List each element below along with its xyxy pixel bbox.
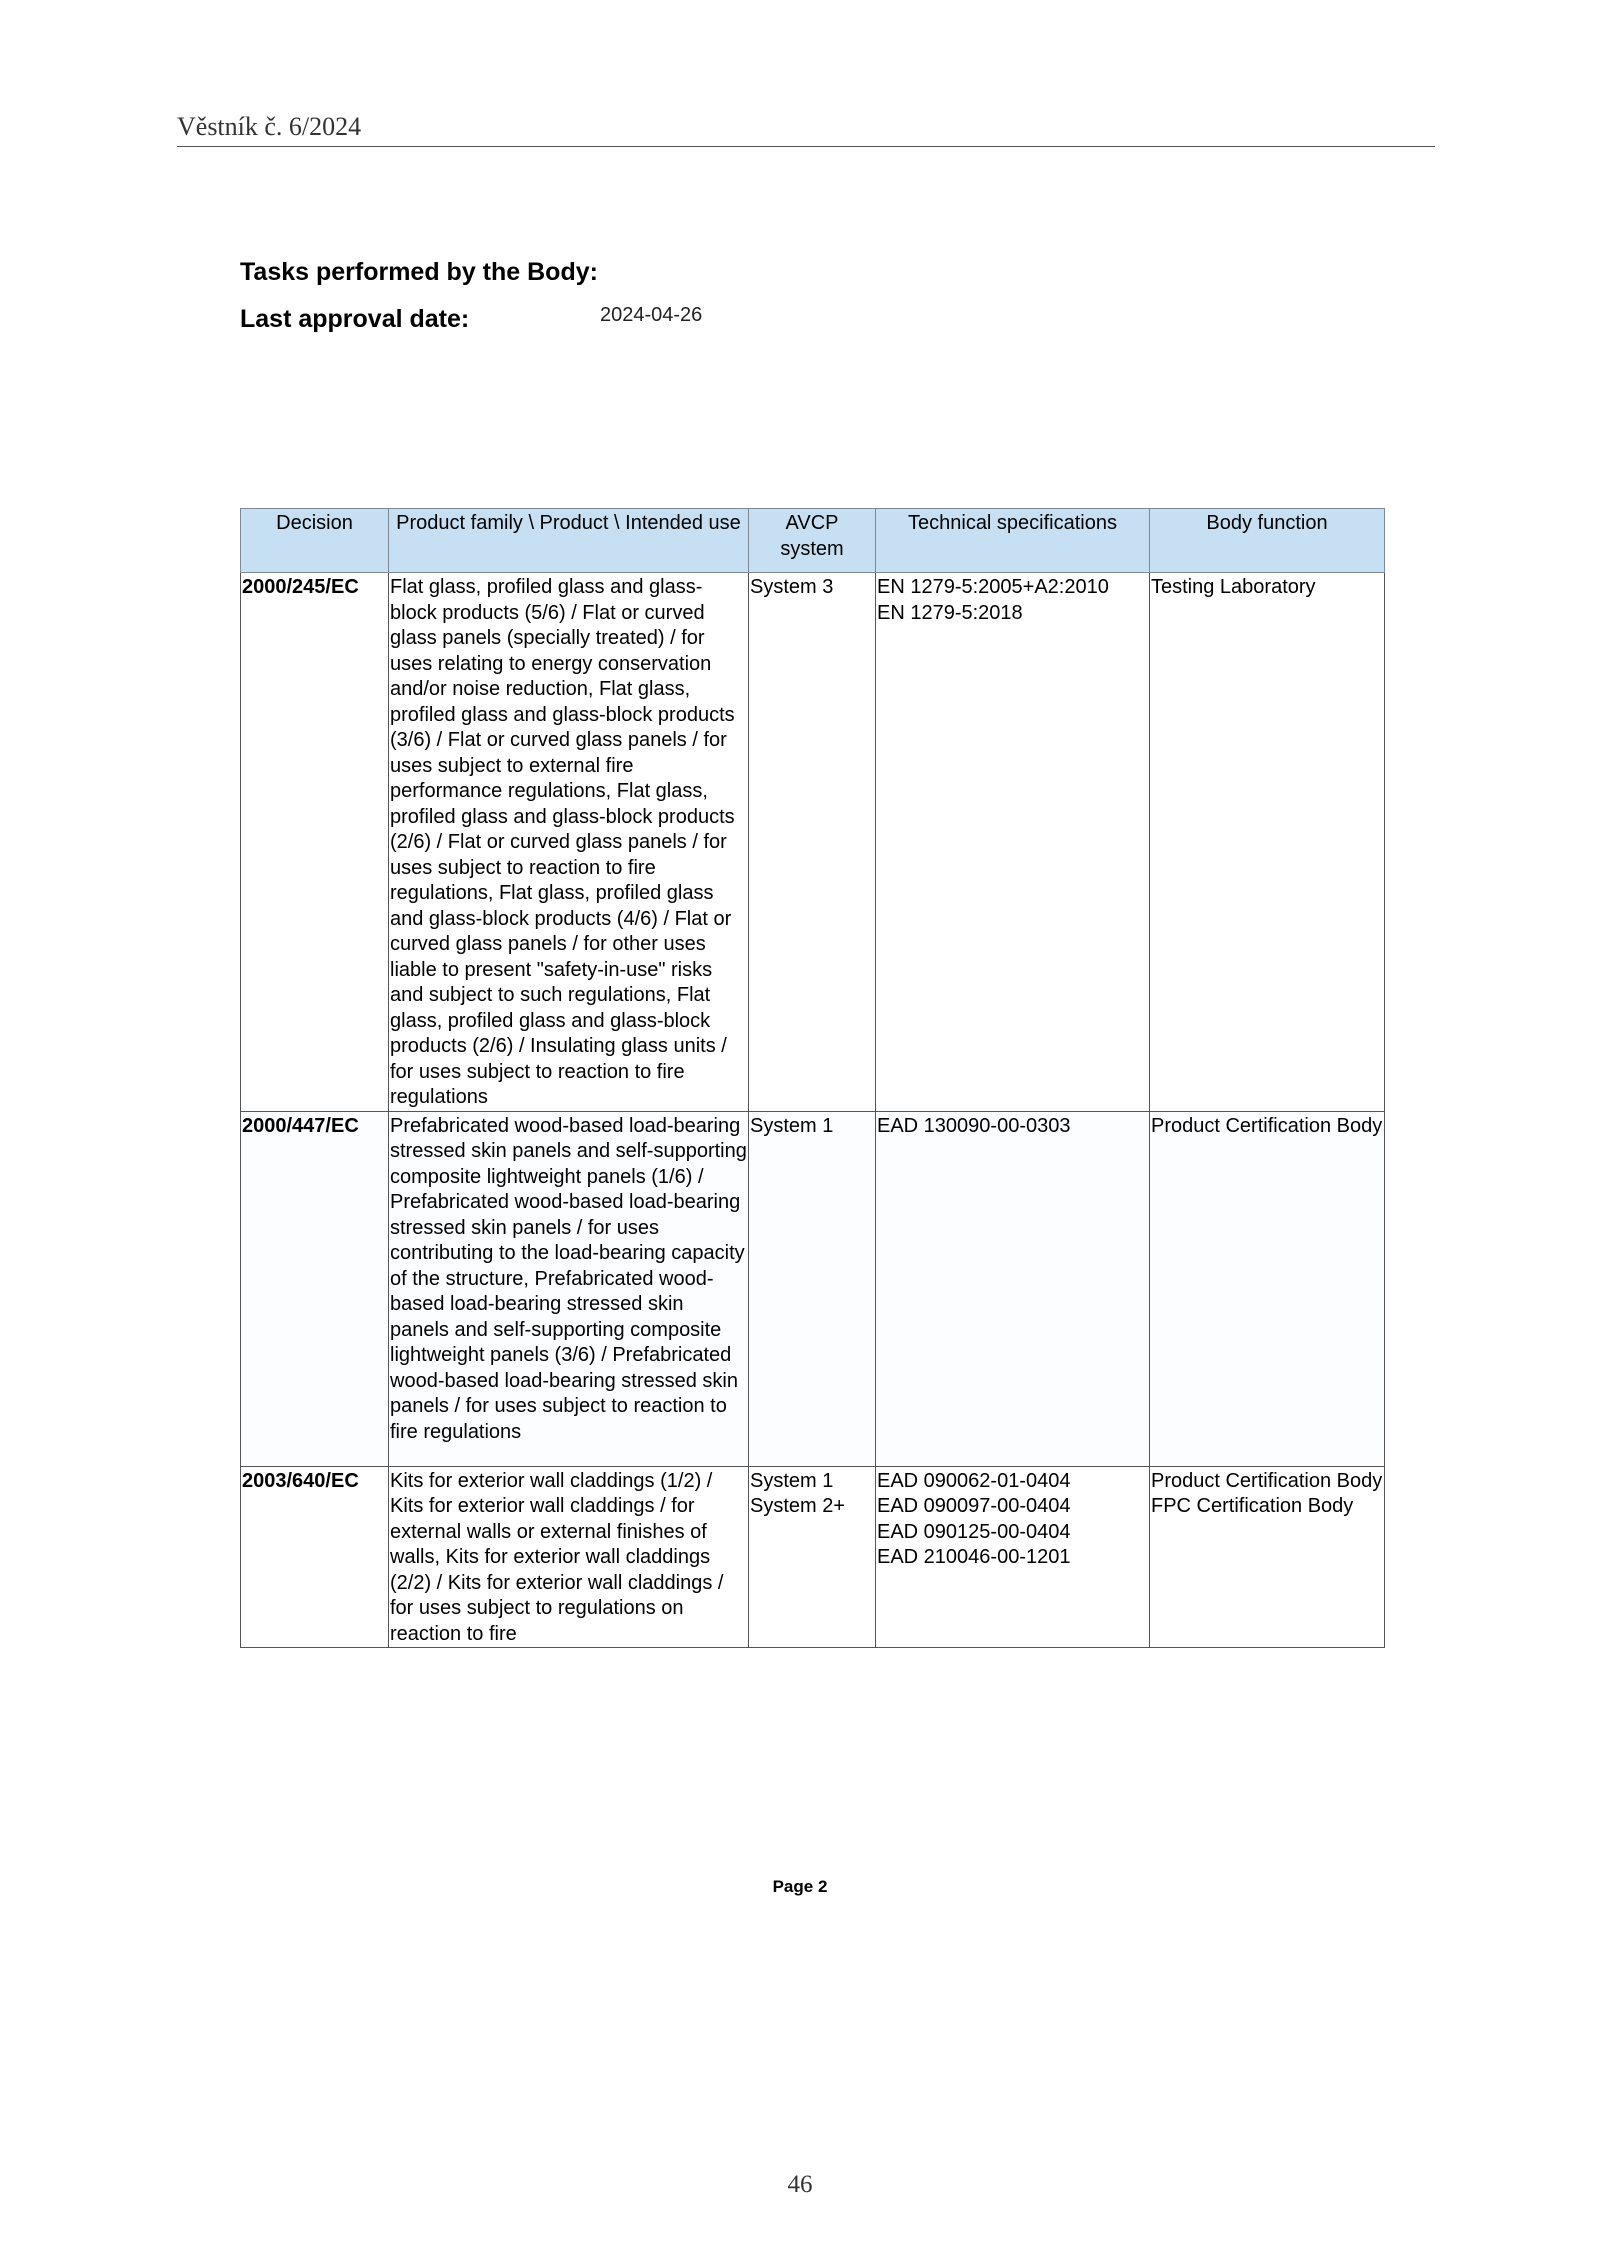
avcp-value: System 2+ bbox=[750, 1495, 846, 1517]
body-function-cell bbox=[1150, 573, 1385, 1112]
body-function-value: Product Certification Body bbox=[1151, 1114, 1383, 1137]
tech-spec-value: EAD 090097-00-0404 bbox=[877, 1495, 1071, 1517]
table-row bbox=[241, 1466, 1385, 1648]
body-function-cell bbox=[1150, 1466, 1385, 1648]
tech-spec-value: EN 1279-5:2018 bbox=[877, 601, 1023, 624]
page-label: Page 2 bbox=[772, 1877, 828, 1896]
approval-date-label: Last approval date: bbox=[240, 305, 470, 333]
decision-cell: 2000/245/EC bbox=[241, 573, 389, 1112]
tech-spec-cell bbox=[876, 1111, 1150, 1466]
header-body-function: Body function bbox=[1150, 509, 1385, 573]
avcp-value: System 1 bbox=[750, 1469, 834, 1492]
tech-spec-cell bbox=[876, 1466, 1150, 1648]
table-header-row bbox=[241, 509, 1385, 573]
header-tech-spec: Technical specifications bbox=[876, 509, 1150, 573]
certification-table bbox=[240, 508, 1385, 1648]
product-cell: Flat glass, profiled glass and glass-block products (5/6) / Flat or curved glass panels (specially treated) / for uses relating to energy conservation and/or noise reduction, Flat glass, profiled glass and glass-block products (3/6) / Flat or curved glass panels / for uses subject to external fire performance regulations, Flat glass, profiled glass and glass-block products (2/6) / Flat or curved glass panels / for uses subject to reaction to fire regulations, Flat glass, profiled glass and glass-block products (4/6) / Flat or curved glass panels / for other uses liable to present "safety-in-use" risks and subject to such regulations, Flat glass, profiled glass and glass-block products (2/6) / Insulating glass units / for uses subject to reaction to fire regulations bbox=[389, 573, 749, 1112]
body-function-value: Testing Laboratory bbox=[1151, 576, 1316, 598]
tech-spec-value: EAD 210046-00-1201 bbox=[877, 1546, 1071, 1568]
tasks-title: Tasks performed by the Body: bbox=[240, 258, 598, 286]
tech-spec-value: EAD 130090-00-0303 bbox=[877, 1114, 1071, 1137]
tech-spec-value: EAD 090125-00-0404 bbox=[877, 1520, 1071, 1543]
header-avcp: AVCP system bbox=[749, 509, 876, 573]
table-row bbox=[241, 1111, 1385, 1466]
avcp-cell bbox=[749, 1111, 876, 1466]
page-number: 46 bbox=[787, 2171, 813, 2198]
product-cell: Kits for exterior wall claddings (1/2) / Kits for exterior wall claddings / for external walls or external finishes of walls, Kits for exterior wall claddings (2/2) / Kits for exterior wall claddings / for uses subject to regulations on reaction to fire bbox=[389, 1466, 749, 1648]
header-rule bbox=[177, 146, 1435, 147]
avcp-value: System 1 bbox=[750, 1114, 834, 1137]
avcp-value: System 3 bbox=[750, 576, 834, 598]
journal-header: Věstník č. 6/2024 bbox=[177, 112, 362, 141]
avcp-cell bbox=[749, 573, 876, 1112]
decision-cell: 2003/640/EC bbox=[241, 1466, 389, 1648]
tech-spec-cell bbox=[876, 573, 1150, 1112]
header-decision: Decision bbox=[241, 509, 389, 573]
approval-date-value: 2024-04-26 bbox=[600, 304, 703, 326]
table-row bbox=[241, 573, 1385, 1112]
body-function-cell bbox=[1150, 1111, 1385, 1466]
product-cell: Prefabricated wood-based load-bearing stressed skin panels and self-supporting composite lightweight panels (1/6) / Prefabricated wood-based load-bearing stressed skin panels / for uses contributing to the load-bearing capacity of the structure, Prefabricated wood-based load-bearing stressed skin panels and self-supporting composite lightweight panels (3/6) / Prefabricated wood-based load-bearing stressed skin panels / for uses subject to reaction to fire regulations bbox=[389, 1111, 749, 1466]
tech-spec-value: EAD 090062-01-0404 bbox=[877, 1469, 1071, 1492]
tech-spec-value: EN 1279-5:2005+A2:2010 bbox=[877, 576, 1109, 598]
avcp-cell bbox=[749, 1466, 876, 1648]
header-product: Product family \ Product \ Intended use bbox=[389, 509, 749, 573]
body-function-value: Product Certification Body bbox=[1151, 1469, 1383, 1492]
body-function-value: FPC Certification Body bbox=[1151, 1495, 1354, 1517]
decision-cell: 2000/447/EC bbox=[241, 1111, 389, 1466]
